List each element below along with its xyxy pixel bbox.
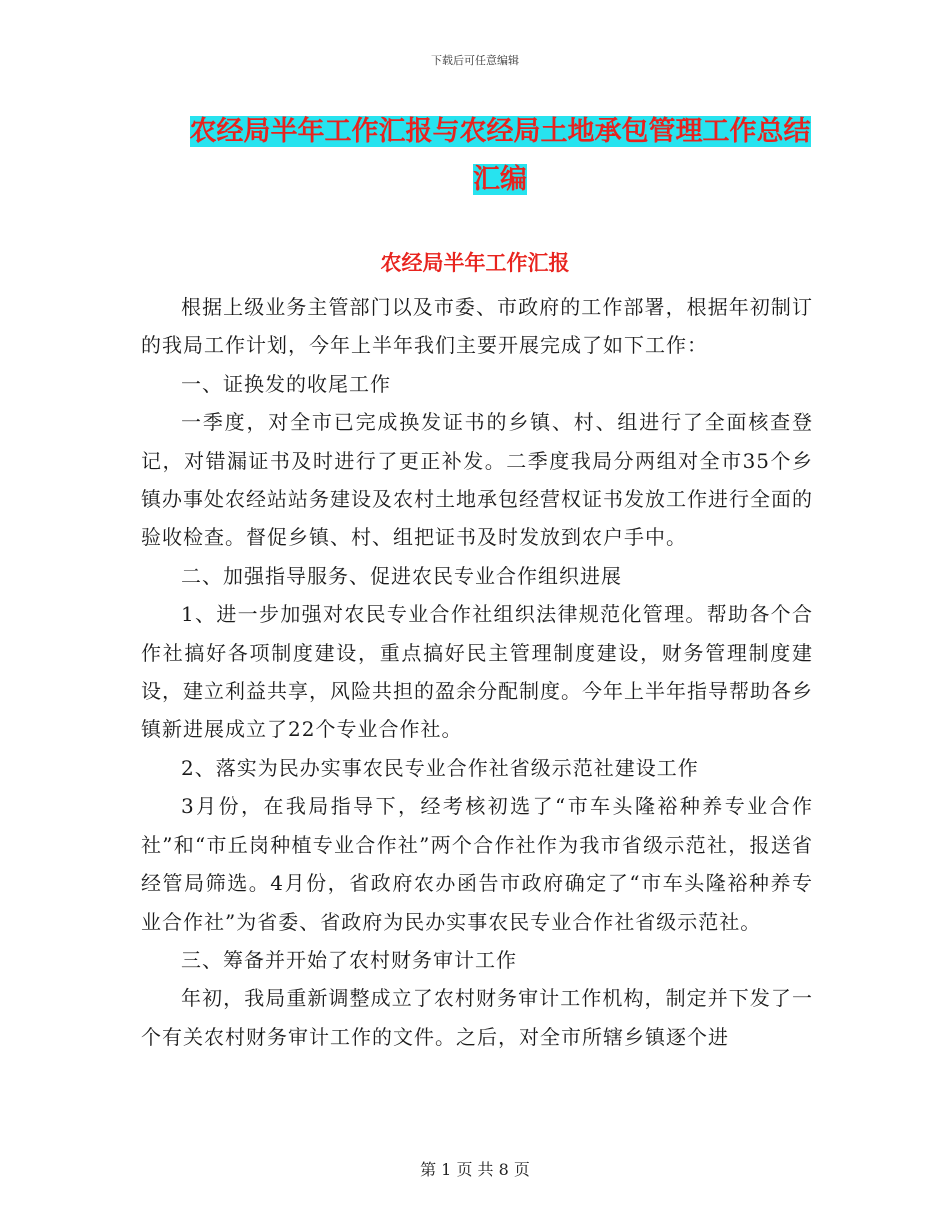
page-footer: 第 1 页 共 8 页 bbox=[420, 1160, 530, 1179]
paragraph: 3月份，在我局指导下，经考核初选了“市车头隆裕种养专业合作社”和“市丘岗种植专业合作社”两个合作社作为我市省级示范社，报送省经管局筛选。4月份，省政府农办函告市政府确定了“市车头隆裕种养专业合作社”为省委、省政府为民办实事农民专业合作社省级示范社。 bbox=[141, 794, 813, 934]
section-title: 农经局半年工作汇报 bbox=[380, 250, 570, 275]
document-title bbox=[140, 108, 860, 204]
paragraph: 2、落实为民办实事农民专业合作社省级示范社建设工作 bbox=[181, 755, 699, 780]
paragraph: 三、筹备并开始了农村财务审计工作 bbox=[181, 947, 517, 972]
paragraph: 根据上级业务主管部门以及市委、市政府的工作部署，根据年初制订的我局工作计划，今年上半年我们主要开展完成了如下工作： bbox=[141, 295, 813, 358]
document-body bbox=[141, 288, 813, 1056]
paragraph: 年初，我局重新调整成立了农村财务审计工作机构，制定并下发了一个有关农村财务审计工作的文件。之后，对全市所辖乡镇逐个进 bbox=[141, 986, 813, 1049]
title-line-1: 农经局半年工作汇报与农经局土地承包管理工作总结 bbox=[189, 116, 811, 147]
paragraph: 一季度，对全市已完成换发证书的乡镇、村、组进行了全面核查登记，对错漏证书及时进行了更正补发。二季度我局分两组对全市35个乡镇办事处农经站站务建设及农村土地承包经营权证书发放工作进行全面的验收检查。督促乡镇、村、组把证书及时发放到农户手中。 bbox=[141, 410, 813, 550]
paragraph: 二、加强指导服务、促进农民专业合作组织进展 bbox=[181, 563, 622, 588]
header-note: 下载后可任意编辑 bbox=[431, 54, 519, 67]
paragraph: 一、证换发的收尾工作 bbox=[181, 371, 391, 396]
title-line-2: 汇编 bbox=[473, 164, 527, 195]
paragraph: 1、进一步加强对农民专业合作社组织法律规范化管理。帮助各个合作社搞好各项制度建设，重点搞好民主管理制度建设，财务管理制度建设，建立利益共享，风险共担的盈余分配制度。今年上半年指导帮助各乡镇新进展成立了22个专业合作社。 bbox=[141, 602, 813, 742]
